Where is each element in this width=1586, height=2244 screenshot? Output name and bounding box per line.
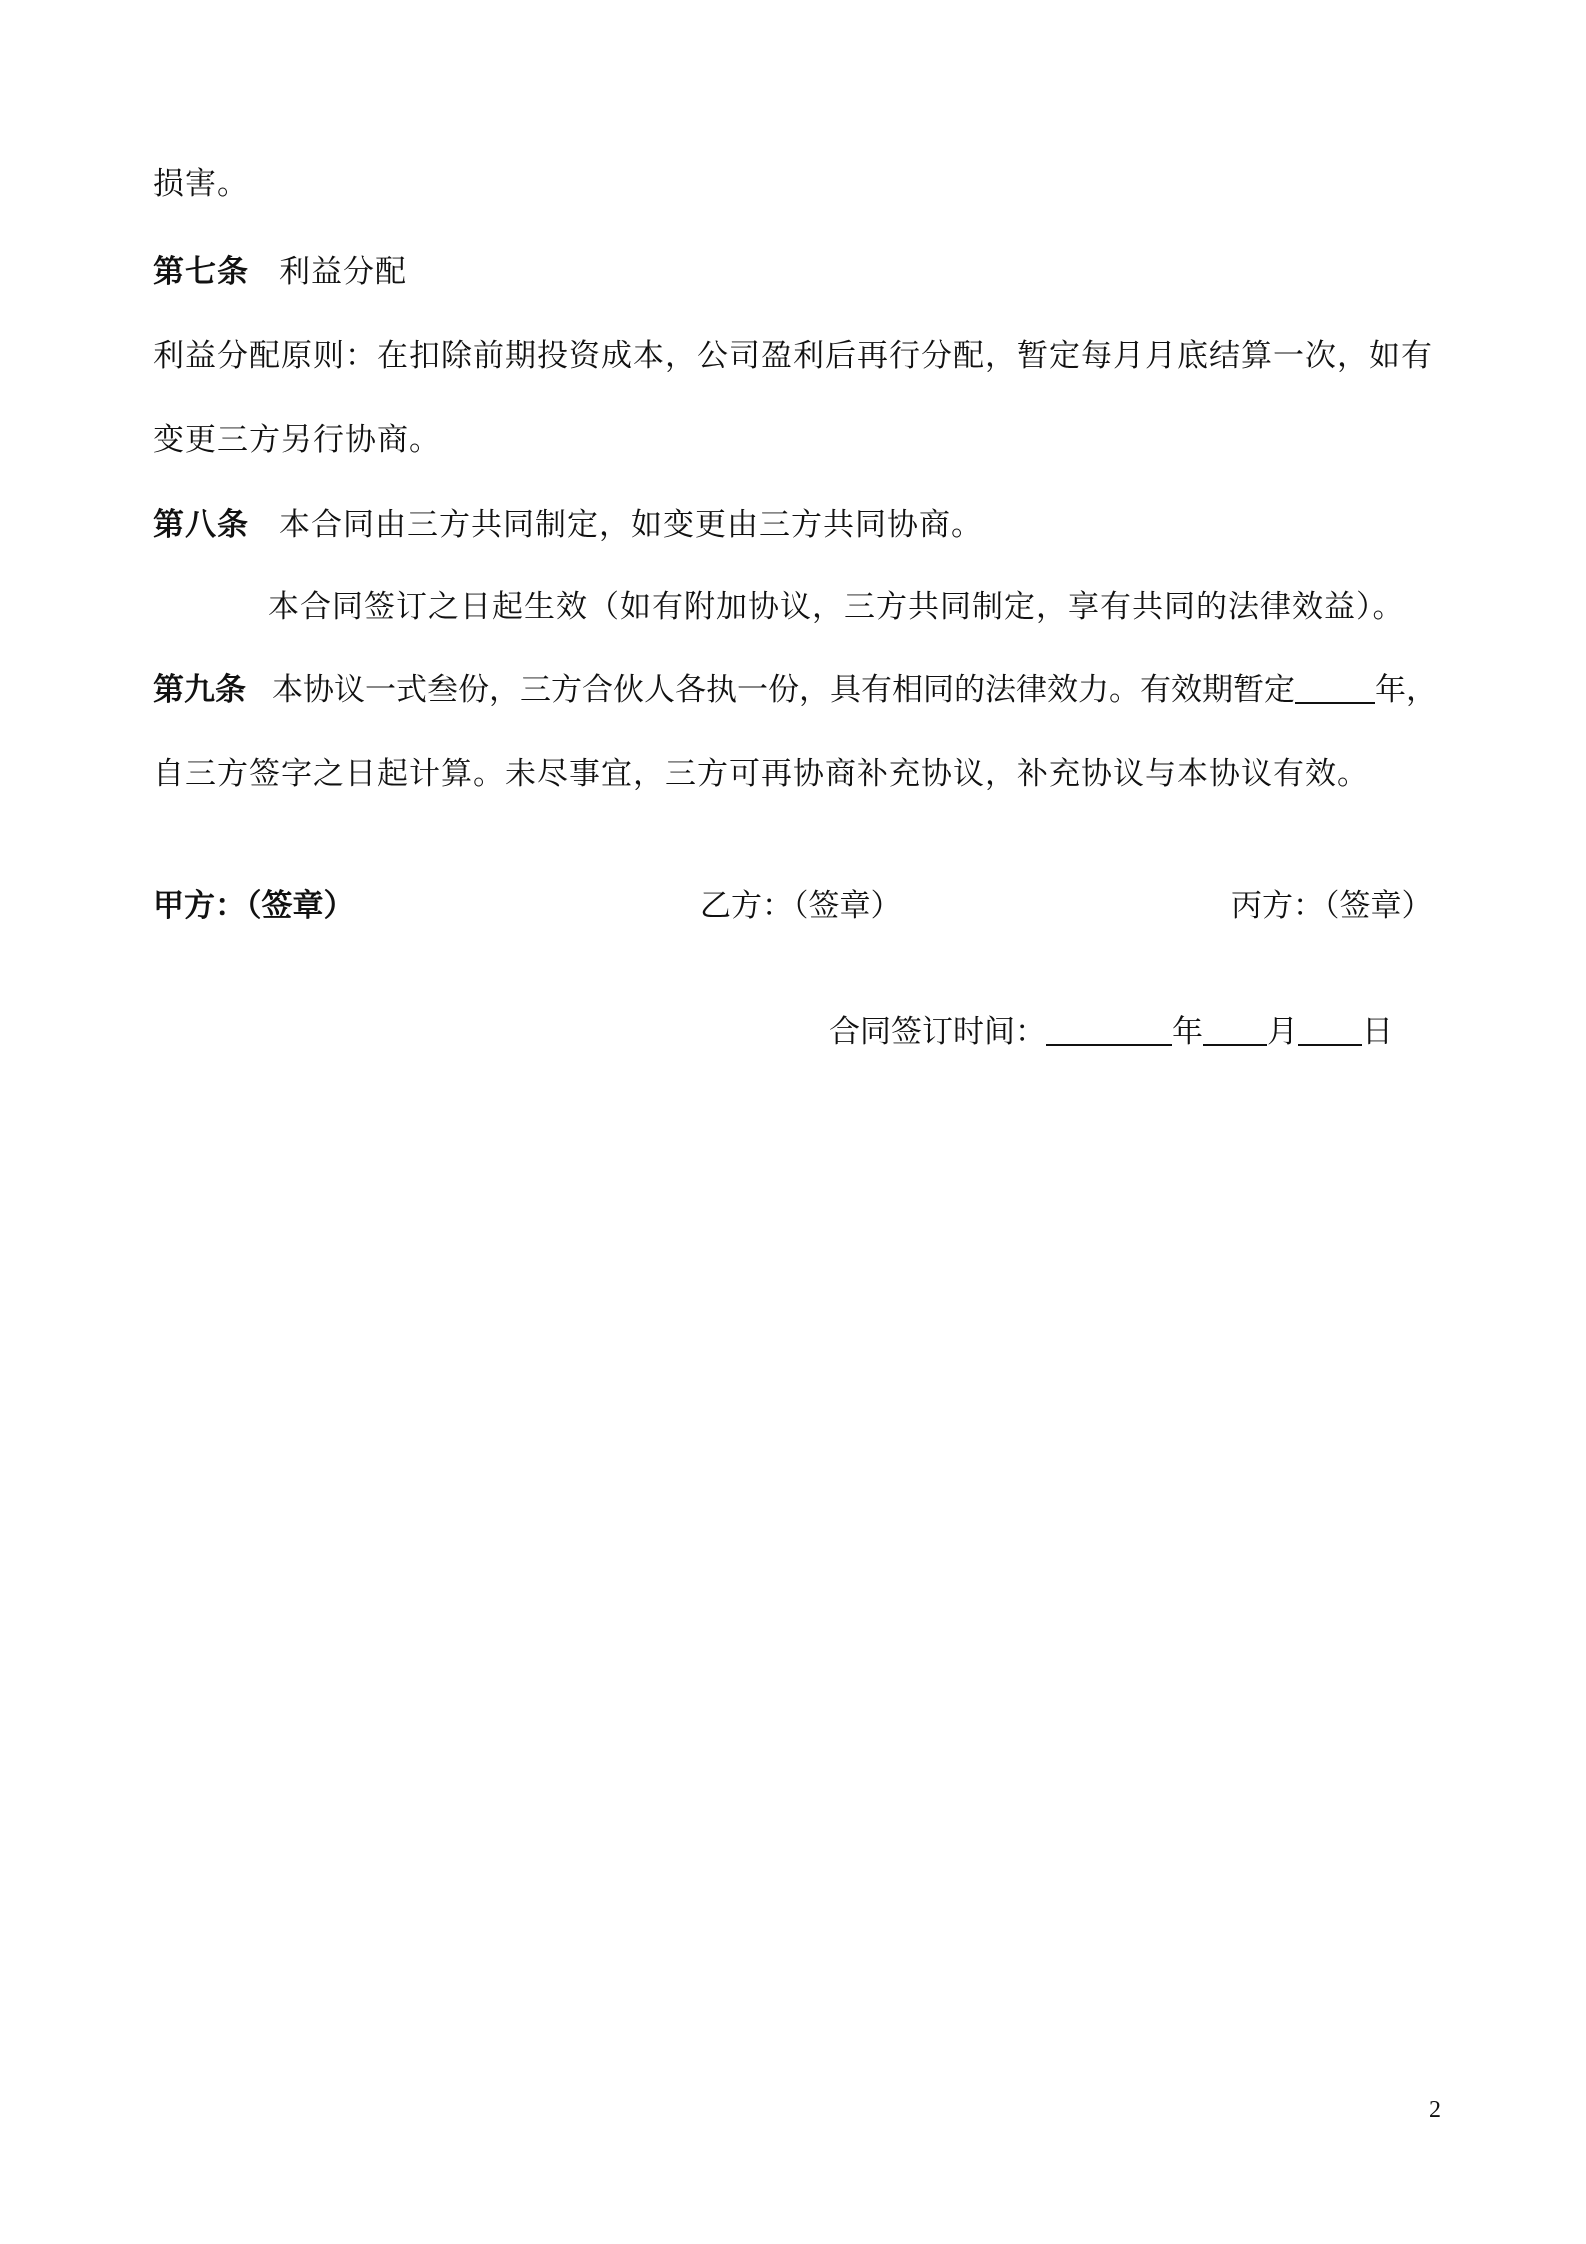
day-blank	[1298, 1014, 1362, 1046]
article-8	[153, 505, 983, 545]
text: 变更三方另行协商。	[153, 422, 441, 458]
article-text-end: 年，	[1375, 672, 1437, 708]
signing-date	[829, 1012, 1393, 1052]
article-label: 第七条	[153, 254, 249, 290]
article-label: 第八条	[153, 507, 249, 543]
paragraph-line	[268, 587, 1405, 627]
paragraph-line	[153, 336, 1433, 376]
page-number: 2	[1429, 2097, 1441, 2123]
article-text: 本协议一式叁份，三方合伙人各执一份，具有相同的法律效力。有效期暂定	[272, 672, 1295, 708]
month-label: 月	[1267, 1014, 1298, 1050]
day-label: 日	[1362, 1014, 1393, 1050]
article-7-heading	[153, 252, 407, 292]
paragraph-line	[153, 754, 1369, 794]
paragraph-line	[153, 420, 441, 460]
party-a-signature: 甲方：（签章）	[153, 888, 355, 924]
signing-date-label: 合同签订时间：	[829, 1014, 1046, 1050]
month-blank	[1203, 1014, 1267, 1046]
article-9	[153, 670, 1437, 710]
article-label: 第九条	[153, 672, 246, 708]
year-blank	[1046, 1014, 1172, 1046]
text: 本合同签订之日起生效（如有附加协议，三方共同制定，享有共同的法律效益）。	[268, 589, 1405, 625]
paragraph-line	[153, 164, 249, 204]
year-label: 年	[1172, 1014, 1203, 1050]
party-b-signature: 乙方：（签章）	[700, 888, 902, 924]
article-text: 本合同由三方共同制定，如变更由三方共同协商。	[279, 507, 983, 543]
text: 自三方签字之日起计算。未尽事宜，三方可再协商补充协议，补充协议与本协议有效。	[153, 756, 1369, 792]
text: 利益分配原则：在扣除前期投资成本，公司盈利后再行分配，暂定每月月底结算一次，如有	[153, 338, 1433, 374]
party-c-signature: 丙方：（签章）	[1231, 888, 1433, 924]
text: 损害。	[153, 166, 249, 202]
article-title: 利益分配	[279, 254, 407, 290]
validity-years-blank	[1295, 672, 1375, 704]
